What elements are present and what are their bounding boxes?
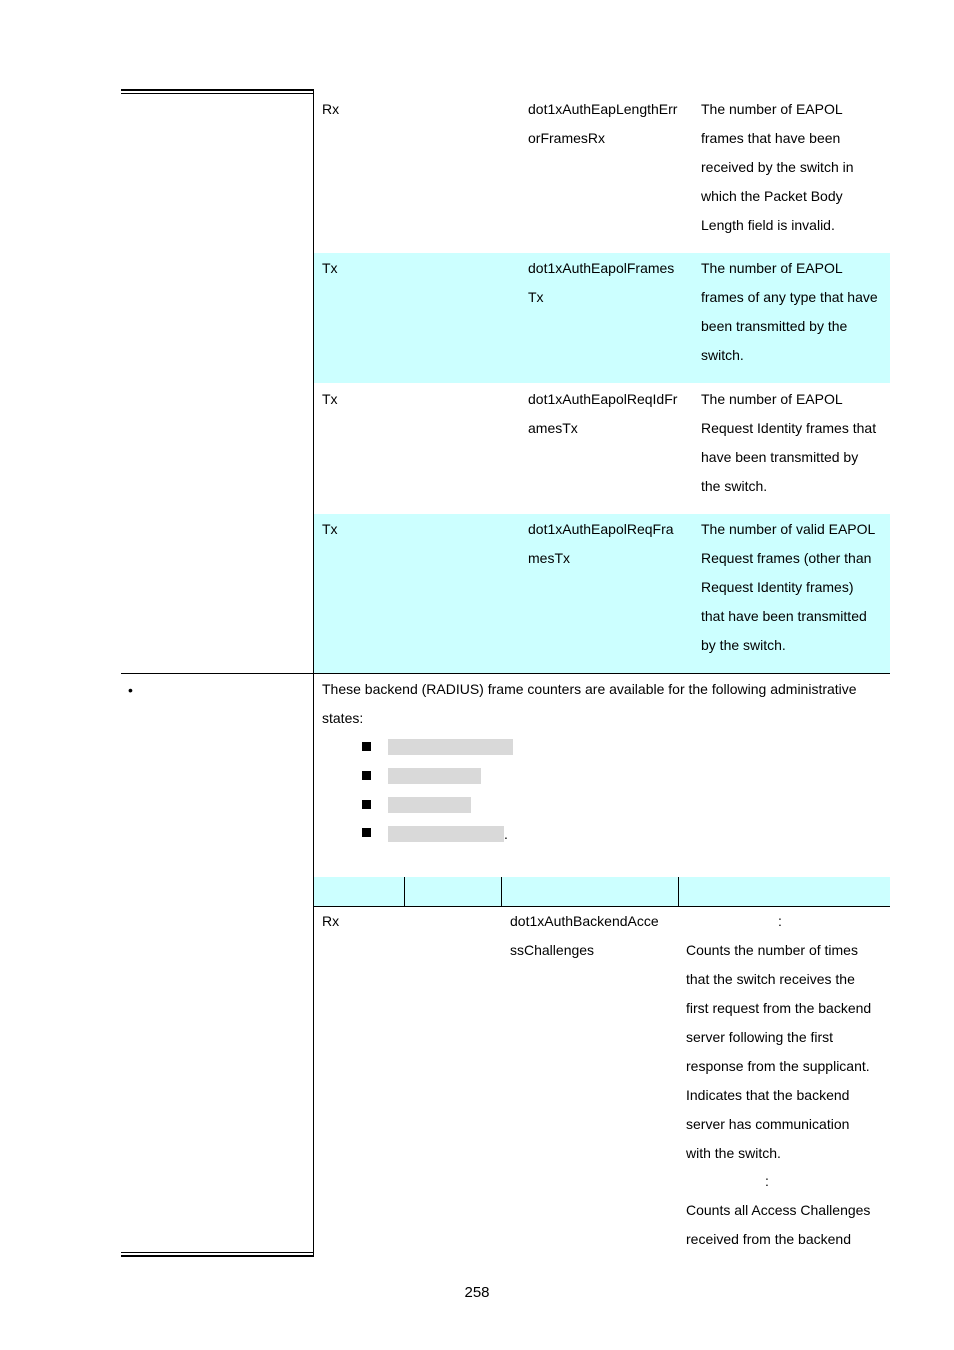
list-bullet-square <box>362 742 371 751</box>
row3-direction: Tx <box>322 391 338 407</box>
backend-table-header <box>314 877 890 906</box>
backend-row-description-1: Counts the number of times that the switch receives the first request from the backend server following the first response from the supplicant. Indicates that the backend server has communication with the switch. <box>686 942 872 1161</box>
section-divider <box>121 673 890 674</box>
row4-object: dot1xAuthEapolReqFra mesTx <box>528 521 674 566</box>
redacted-state-4 <box>388 826 504 842</box>
list-end-period: . <box>504 826 508 842</box>
header-col-divider-3 <box>678 877 679 906</box>
row2-description: The number of EAPOL frames of any type that have been transmitted by the switch. <box>701 260 878 363</box>
row4-description: The number of valid EAPOL Request frames (other than Request Identity frames) that have been transmitted by the switch. <box>701 521 876 653</box>
row2-object: dot1xAuthEapolFrames Tx <box>528 260 675 305</box>
backend-intro-line-2: states: <box>322 710 364 726</box>
list-bullet-square <box>362 828 371 837</box>
row1-object: dot1xAuthEapLengthErr orFramesRx <box>528 101 678 146</box>
page-number: 258 <box>464 1284 490 1301</box>
top-rule <box>121 89 314 91</box>
list-bullet-square <box>362 800 371 809</box>
row3-object: dot1xAuthEapolReqIdFr amesTx <box>528 391 678 436</box>
redacted-state-3 <box>388 797 471 813</box>
top-rule-thin <box>121 93 314 94</box>
section-bullet: • <box>128 682 133 698</box>
backend-row-colon-2: : <box>765 1173 769 1189</box>
bottom-rule <box>121 1255 314 1257</box>
row1-description: The number of EAPOL frames that have been received by the switch in which the Packet Body Length field is invalid. <box>701 101 854 233</box>
backend-intro-line-1: These backend (RADIUS) frame counters are available for the following administrative <box>322 681 857 697</box>
header-col-divider-1 <box>404 877 405 906</box>
row1-direction: Rx <box>322 101 340 117</box>
bottom-rule-thin <box>121 1252 314 1253</box>
row3-description: The number of EAPOL Request Identity frames that have been transmitted by the switch. <box>701 391 877 494</box>
list-bullet-square <box>362 771 371 780</box>
redacted-state-1 <box>388 739 513 755</box>
row4-direction: Tx <box>322 521 338 537</box>
row2-direction: Tx <box>322 260 338 276</box>
backend-row-object: dot1xAuthBackendAcce ssChallenges <box>510 913 659 958</box>
header-col-divider-2 <box>501 877 502 906</box>
backend-row-description-2: Counts all Access Challenges received from the backend <box>686 1202 871 1247</box>
backend-row-colon-1: : <box>778 913 782 929</box>
redacted-state-2 <box>388 768 481 784</box>
backend-row-direction: Rx <box>322 913 340 929</box>
